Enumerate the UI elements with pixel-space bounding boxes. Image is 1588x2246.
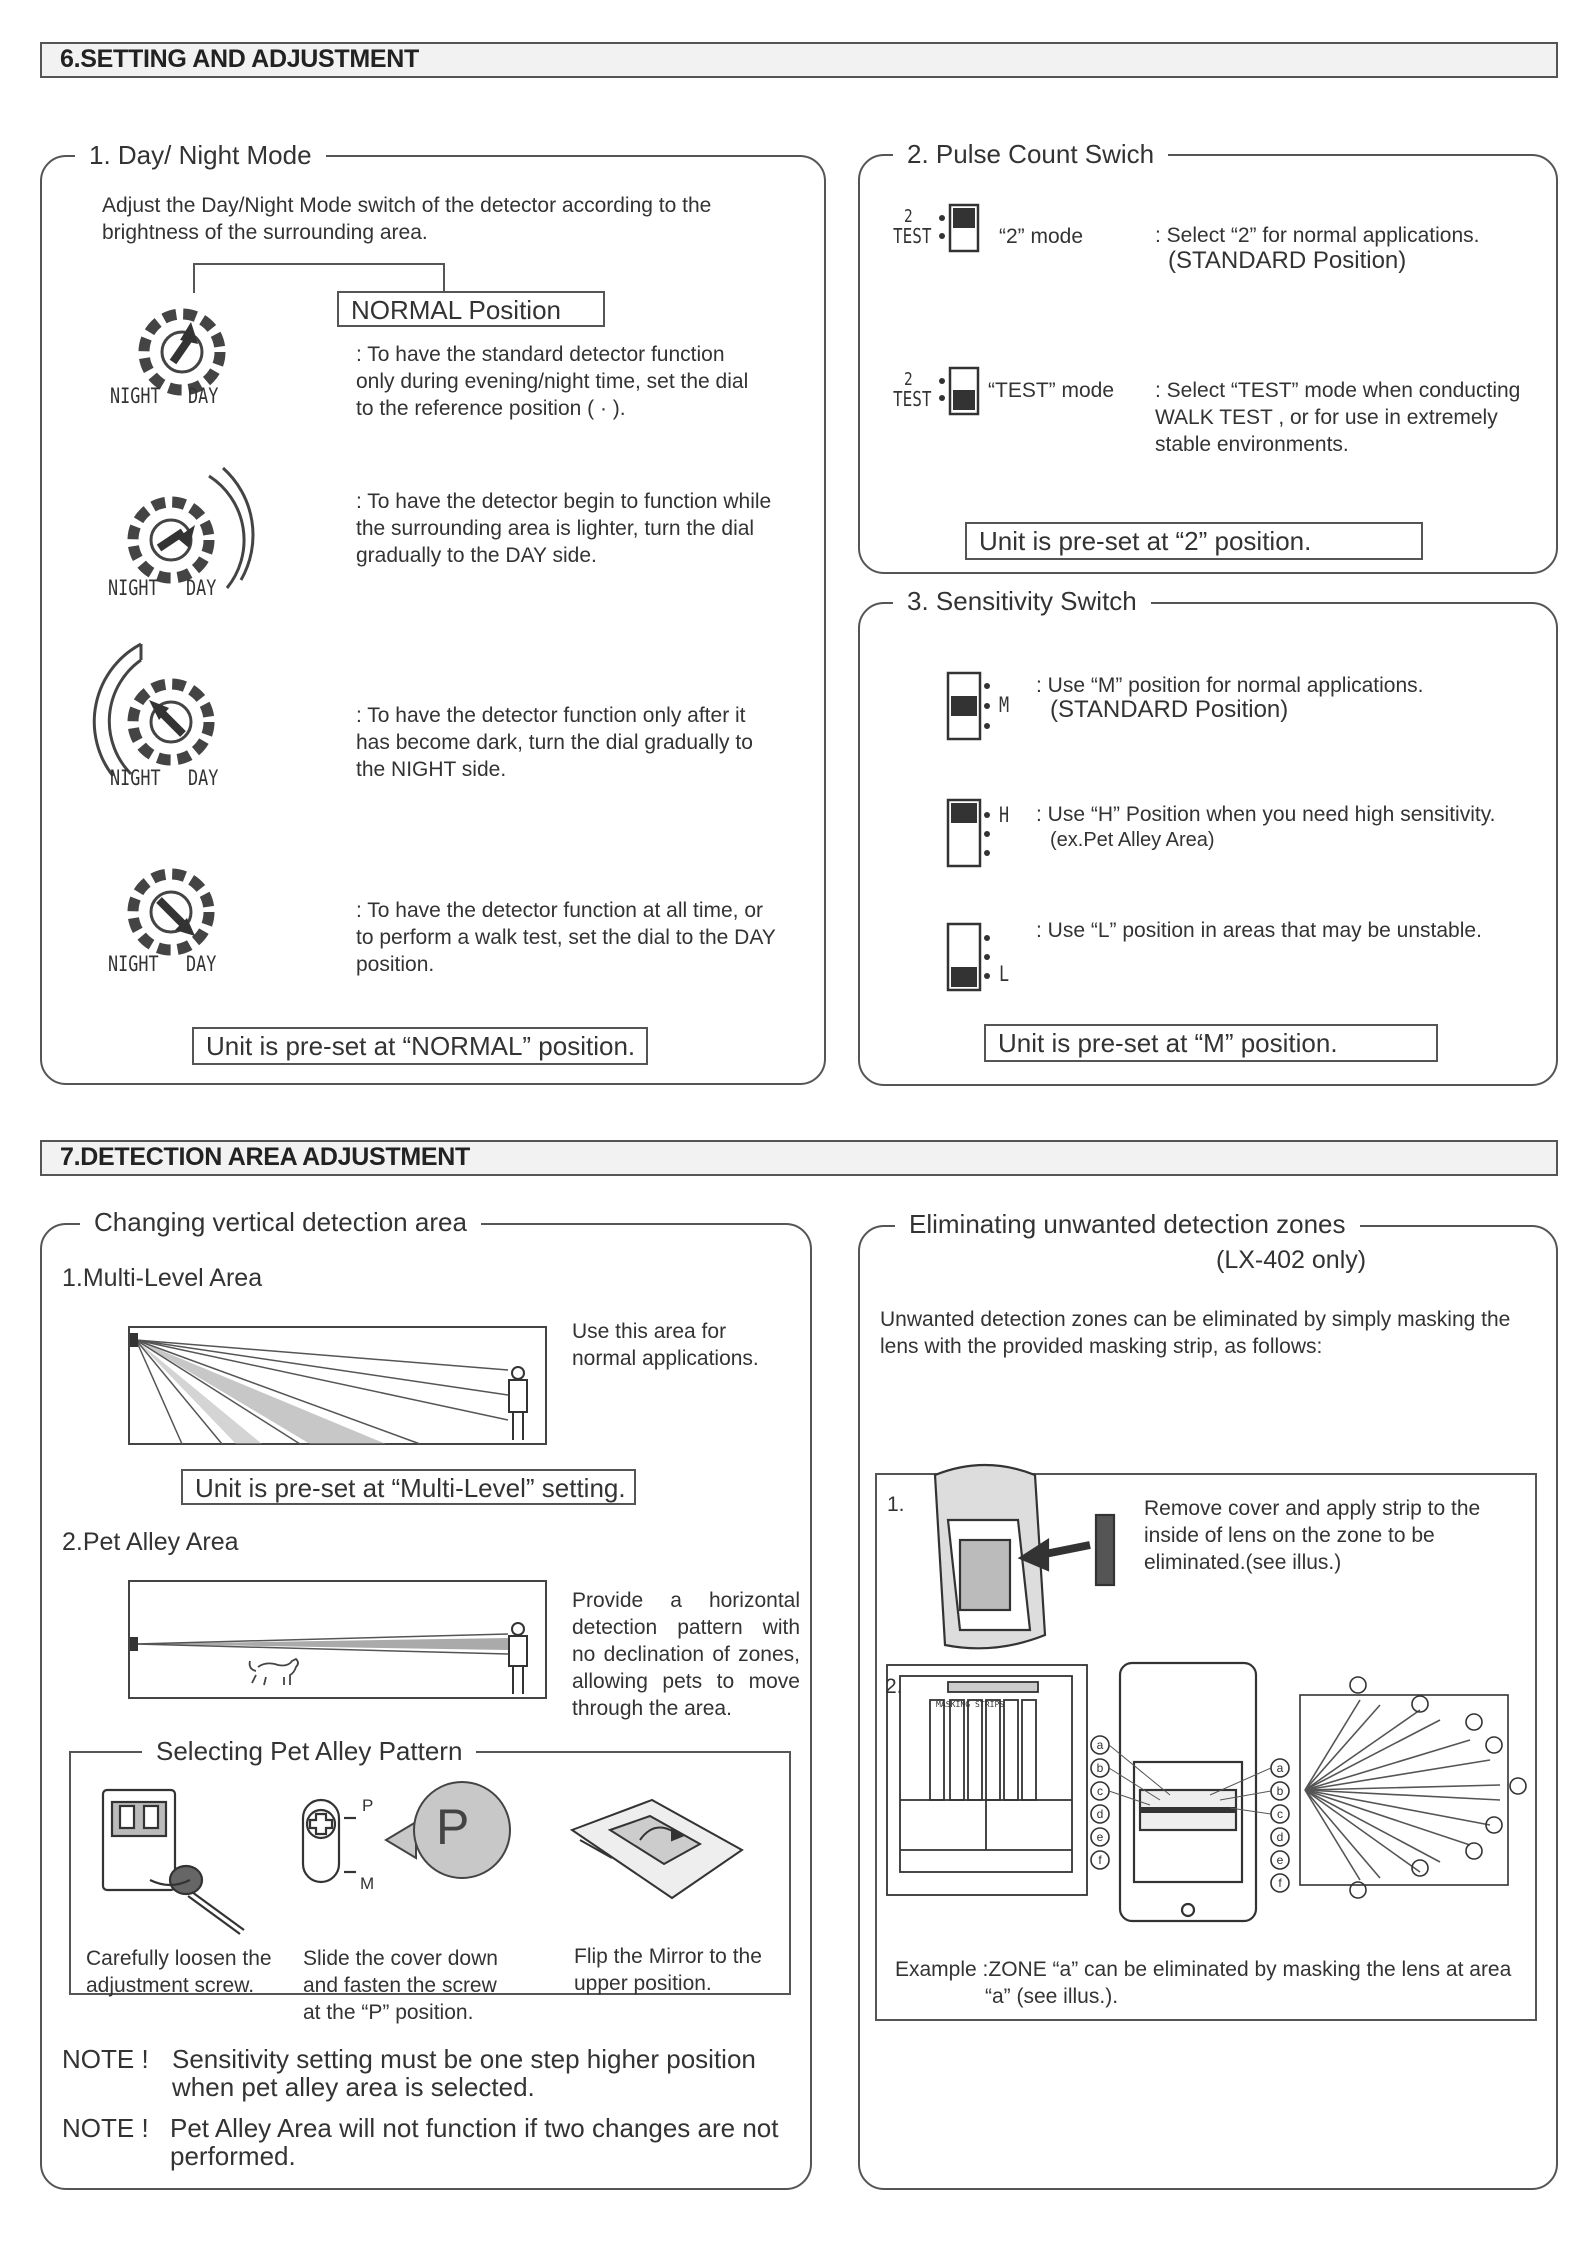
sensitivity-preset-box: Unit is pre-set at “M” position. bbox=[984, 1024, 1438, 1062]
mode-2-standard: (STANDARD Position) bbox=[1168, 247, 1407, 274]
eliminate-model: (LX-402 only) bbox=[1216, 1246, 1367, 1274]
switch2-num: 2 bbox=[904, 369, 913, 390]
zone-letter-a-right: a bbox=[1276, 1761, 1284, 1775]
zone-letter-c-right: c bbox=[1277, 1807, 1283, 1821]
zone-labels-left bbox=[1091, 1736, 1109, 1869]
day-night-preset-box: Unit is pre-set at “NORMAL” position. bbox=[192, 1027, 648, 1065]
day-night-desc-4: : To have the detector function at all time, or to perform a walk test, set the dial to the DAY position. bbox=[356, 899, 776, 976]
zone-letter-c-left: c bbox=[1097, 1784, 1103, 1798]
dial1-day-label: DAY bbox=[188, 384, 219, 408]
selecting-pet-alley-title: Selecting Pet Alley Pattern bbox=[142, 1736, 476, 1767]
mode-2-label: “2” mode bbox=[999, 225, 1084, 248]
multi-level-preset-box: Unit is pre-set at “Multi-Level” setting. bbox=[181, 1469, 636, 1505]
pet-step-1: Carefully loosen the adjustment screw. bbox=[86, 1947, 272, 1997]
masking-strip-sheet-icon bbox=[887, 1665, 1087, 1895]
h-desc: : Use “H” Position when you need high sensitivity. bbox=[1036, 803, 1496, 826]
eliminate-step-1-num: 1. bbox=[887, 1493, 905, 1516]
pet-alley-desc: Provide a horizontal detection pattern with no declination of zones, allowing pets to move through the area. bbox=[572, 1589, 800, 1720]
zone-fan-icon bbox=[1300, 1677, 1526, 1898]
zone-letter-d-left: d bbox=[1096, 1807, 1104, 1821]
mode-2-desc: : Select “2” for normal applications. bbox=[1155, 224, 1480, 247]
l-label: L bbox=[999, 962, 1010, 986]
m-label: M bbox=[999, 693, 1010, 717]
zone-letter-e-left: e bbox=[1096, 1830, 1104, 1844]
dial1-night-label: NIGHT bbox=[110, 384, 161, 408]
eliminate-step-2-num: 2. bbox=[885, 1675, 903, 1698]
pet-step-3: Flip the Mirror to the upper position. bbox=[574, 1945, 762, 1995]
m-standard: (STANDARD Position) bbox=[1050, 696, 1289, 723]
zone-letter-f-right: f bbox=[1278, 1876, 1282, 1890]
vertical-area-title: Changing vertical detection area bbox=[80, 1207, 481, 1238]
multi-level-title: 1.Multi-Level Area bbox=[62, 1264, 263, 1292]
eliminate-zones-title: Eliminating unwanted detection zones bbox=[895, 1209, 1360, 1240]
note-2-text: Pet Alley Area will not function if two changes are not performed. bbox=[170, 2113, 779, 2171]
test-mode-label: “TEST” mode bbox=[988, 379, 1115, 402]
m-desc: : Use “M” position for normal applications. bbox=[1036, 674, 1424, 697]
masking-strip-label: MASKING STRIPS bbox=[936, 1700, 1005, 1710]
dial4-day-label: DAY bbox=[186, 952, 217, 976]
zone-letter-f-left: f bbox=[1098, 1853, 1102, 1867]
pulse-count-title: 2. Pulse Count Swich bbox=[893, 139, 1168, 170]
m-small-label: M bbox=[360, 1874, 375, 1893]
day-night-desc-3: : To have the detector function only after it has become dark, turn the dial gradually to the NIGHT side. bbox=[356, 704, 753, 781]
pet-step-2: Slide the cover down and fasten the screw at the “P” position. bbox=[303, 1947, 498, 2024]
zone-labels-right bbox=[1271, 1759, 1289, 1892]
p-small-label: P bbox=[362, 1796, 374, 1815]
note-1-label: NOTE ! bbox=[62, 2044, 149, 2074]
switch2-test: TEST bbox=[893, 387, 932, 411]
multi-level-desc: Use this area for normal applications. bbox=[572, 1320, 759, 1370]
dial3-day-label: DAY bbox=[188, 766, 219, 790]
eliminate-example: Example :ZONE “a” can be eliminated by masking the lens at area “a” (see illus.). bbox=[895, 1958, 1512, 2008]
day-night-desc-2: : To have the detector begin to function while the surrounding area is lighter, turn the dial gradually to the DAY side. bbox=[356, 490, 772, 567]
strip-slots bbox=[930, 1700, 1036, 1800]
h-example: (ex.Pet Alley Area) bbox=[1050, 829, 1215, 851]
note-2-label: NOTE ! bbox=[62, 2113, 149, 2143]
zone-letter-a-left: a bbox=[1096, 1738, 1104, 1752]
day-night-desc-1: : To have the standard detector function only during evening/night time, set the dial to the reference position ( · ). bbox=[356, 343, 749, 420]
zone-letter-b-left: b bbox=[1096, 1761, 1104, 1775]
zone-letter-b-right: b bbox=[1276, 1784, 1284, 1798]
section-7-header: 7.DETECTION AREA ADJUSTMENT bbox=[40, 1140, 1558, 1176]
zone-letter-d-right: d bbox=[1276, 1830, 1284, 1844]
l-desc: : Use “L” position in areas that may be unstable. bbox=[1036, 919, 1482, 942]
note-1-text: Sensitivity setting must be one step higher position when pet alley area is selected. bbox=[172, 2044, 756, 2102]
h-label: H bbox=[999, 803, 1010, 827]
sensitivity-title: 3. Sensitivity Switch bbox=[893, 586, 1151, 617]
switch1-test: TEST bbox=[893, 224, 932, 248]
eliminate-intro: Unwanted detection zones can be eliminated by simply masking the lens with the provided masking strip, as follows: bbox=[880, 1308, 1511, 1358]
normal-position-box: NORMAL Position bbox=[337, 291, 605, 327]
switch1-num: 2 bbox=[904, 206, 913, 227]
eliminate-step-1-text: Remove cover and apply strip to the inside of lens on the zone to be eliminated.(see illus.) bbox=[1144, 1497, 1481, 1574]
pet-alley-title: 2.Pet Alley Area bbox=[62, 1528, 239, 1556]
dial2-day-label: DAY bbox=[186, 576, 217, 600]
day-night-intro: Adjust the Day/Night Mode switch of the detector according to the brightness of the surrounding area. bbox=[102, 194, 712, 244]
p-bubble-letter: P bbox=[436, 1799, 470, 1855]
day-night-title: 1. Day/ Night Mode bbox=[75, 140, 326, 171]
test-mode-desc: : Select “TEST” mode when conducting WALK TEST , or for use in extremely stable environments. bbox=[1155, 379, 1521, 456]
dial4-night-label: NIGHT bbox=[108, 952, 159, 976]
detector-cover-icon bbox=[935, 1465, 1114, 1648]
zone-letter-e-right: e bbox=[1276, 1853, 1284, 1867]
dial2-night-label: NIGHT bbox=[108, 576, 159, 600]
dial3-night-label: NIGHT bbox=[110, 766, 161, 790]
section-6-header: 6.SETTING AND ADJUSTMENT bbox=[40, 42, 1558, 78]
pulse-preset-box: Unit is pre-set at “2” position. bbox=[965, 522, 1423, 560]
detector-lens-icon bbox=[1120, 1663, 1256, 1921]
